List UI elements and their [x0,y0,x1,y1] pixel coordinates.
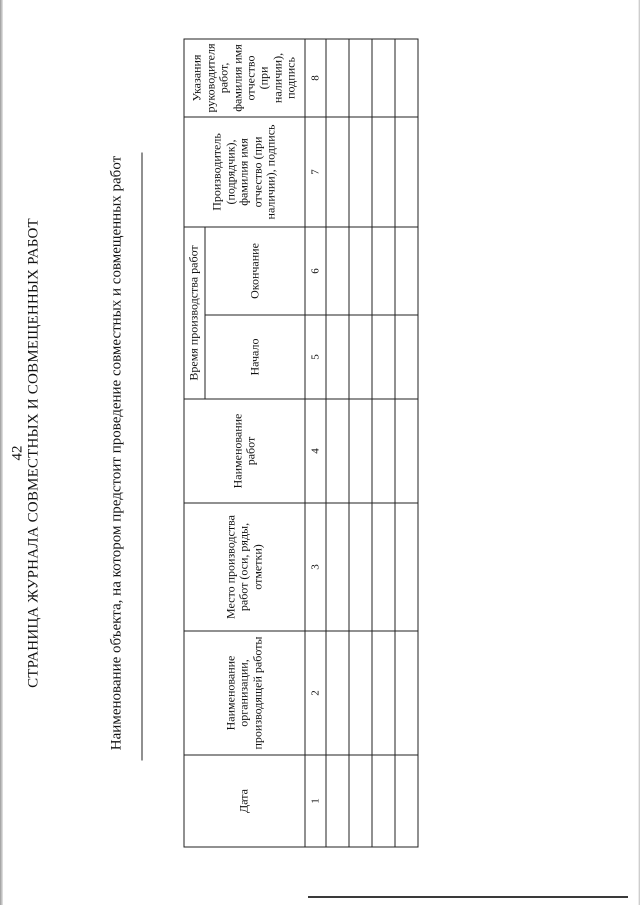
table-cell[interactable] [326,399,349,503]
table-cell[interactable] [395,399,418,503]
header-manager-instructions: Указания руководителя работ, фамилия имя отчество (при наличии), подпись [184,38,305,116]
header-work-name: Наименование работ [184,399,305,503]
column-number: 1 [305,755,326,847]
page-number: 42 [9,445,25,460]
table-cell[interactable] [372,631,395,755]
column-number: 8 [305,38,326,116]
header-time-start: Начало [205,315,305,399]
table-row [372,38,395,846]
column-number: 6 [305,226,326,314]
header-contractor: Производитель (подрядчик), фамилия имя отчество (при наличии), подпись [184,116,305,226]
column-number: 5 [305,315,326,399]
table-cell[interactable] [372,226,395,314]
table-cell[interactable] [326,503,349,631]
column-number: 4 [305,399,326,503]
table-cell[interactable] [349,503,372,631]
table-row [349,38,372,846]
table-cell[interactable] [395,503,418,631]
table-cell[interactable] [349,226,372,314]
table-cell[interactable] [326,116,349,226]
table-cell[interactable] [326,631,349,755]
table-cell[interactable] [372,755,395,847]
header-organization: Наименование организации, производящей работы [184,631,305,755]
header-location: Место производства работ (оси, ряды, отметки) [184,503,305,631]
journal-table [183,38,418,847]
table-cell[interactable] [326,755,349,847]
column-number: 2 [305,631,326,755]
column-number: 7 [305,116,326,226]
table-cell[interactable] [395,38,418,116]
header-time-group: Время производства работ [184,226,205,398]
object-name-field[interactable] [141,152,142,760]
header-date: Дата [184,755,305,847]
table-cell[interactable] [395,226,418,314]
table-cell[interactable] [372,503,395,631]
table-cell[interactable] [349,631,372,755]
table-cell[interactable] [395,755,418,847]
table-cell[interactable] [349,116,372,226]
table-row [326,38,349,846]
table-cell[interactable] [395,116,418,226]
page-title: СТРАНИЦА ЖУРНАЛА СОВМЕСТНЫХ И СОВМЕЩЕННЫХ РАБОТ [25,217,41,688]
table-cell[interactable] [349,755,372,847]
table-cell[interactable] [326,226,349,314]
object-name-label: Наименование объекта, на котором предстоит проведение совместных и совмещенных работ [108,155,124,750]
table-row [395,38,418,846]
table-cell[interactable] [372,315,395,399]
table-cell[interactable] [349,399,372,503]
table-cell[interactable] [349,315,372,399]
table-cell[interactable] [326,38,349,116]
table-cell[interactable] [326,315,349,399]
table-cell[interactable] [395,631,418,755]
table-cell[interactable] [349,38,372,116]
column-number: 3 [305,503,326,631]
table-cell[interactable] [372,38,395,116]
table-cell[interactable] [372,116,395,226]
table-cell[interactable] [372,399,395,503]
header-time-end: Окончание [205,226,305,314]
table-cell[interactable] [395,315,418,399]
column-number-row [305,38,326,846]
